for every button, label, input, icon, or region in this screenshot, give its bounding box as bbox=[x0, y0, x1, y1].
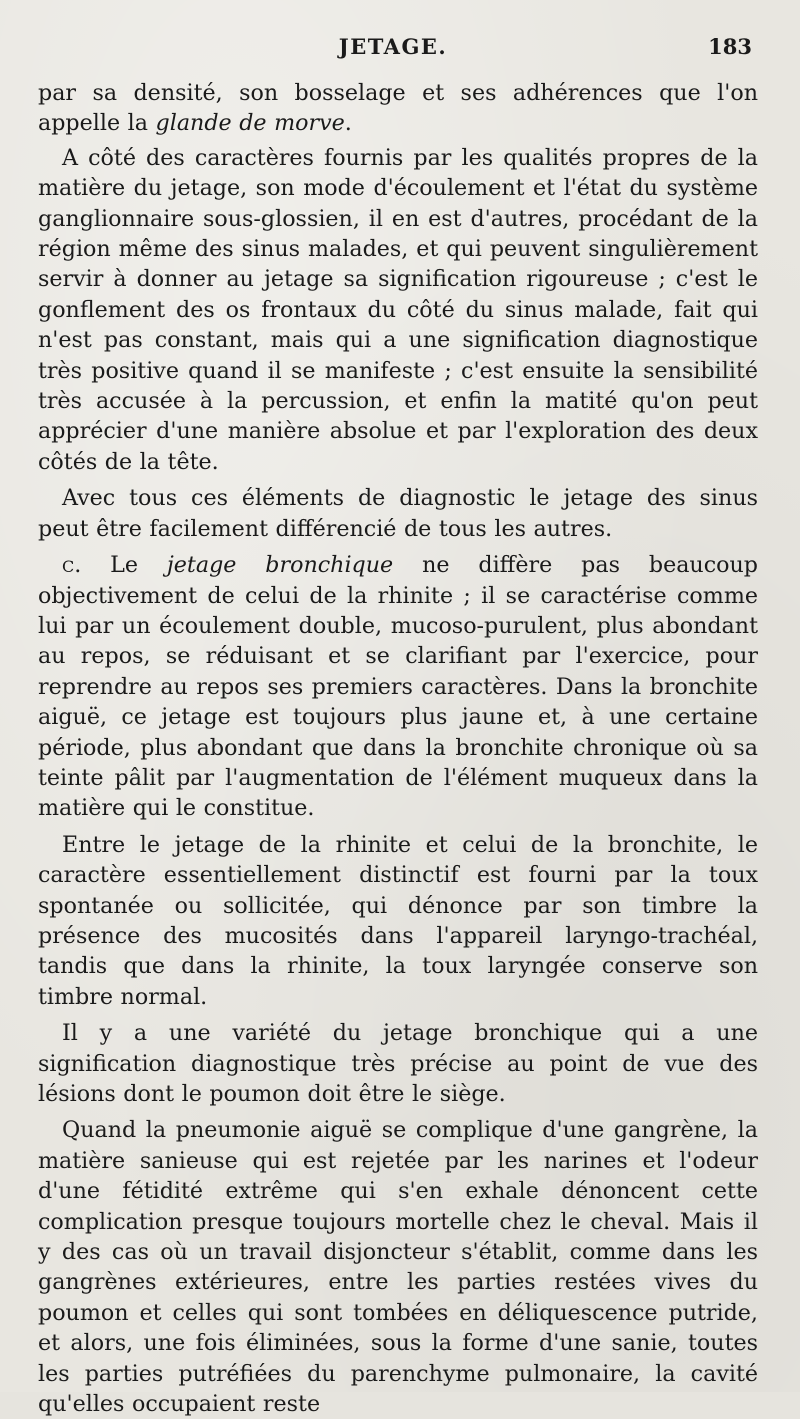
paragraph-6 bbox=[38, 1018, 758, 1109]
paragraph-1 bbox=[38, 78, 758, 139]
running-title: JETAGE. bbox=[338, 34, 448, 59]
paragraph-1-italic: glande de morve bbox=[155, 110, 345, 137]
paragraph-5 bbox=[38, 830, 758, 1012]
paragraph-7-text: Quand la pneumonie aiguë se complique d'une gangrène, la matière sanieuse qui est rejetée par les narines et l'odeur d'une fétidité extrême qui s'en exhale dénoncent cette complication presque toujours mortelle chez le cheval. Mais il y des cas où un travail disjoncteur s'établit, comme dans les gangrènes extérieures, entre les parties restées vives du poumon et celles qui sont tombées en déliquescence putride, et alors, une fois éliminées, sous la forme d'une sanie, toutes les parties putréfiées du parenchyme pulmonaire, la cavité qu'elles occupaient reste bbox=[38, 1117, 758, 1418]
paragraph-1-text: par sa densité, son bosselage et ses adhérences que l'on appelle la bbox=[38, 80, 758, 137]
paragraph-3 bbox=[38, 483, 758, 544]
paragraph-4-lead: c. bbox=[62, 552, 82, 579]
paragraph-4-italic: jetage bronchique bbox=[166, 552, 394, 579]
paragraph-2 bbox=[38, 143, 758, 477]
paragraph-3-text: Avec tous ces éléments de diagnostic le jetage des sinus peut être facilement différencié de tous les autres. bbox=[38, 485, 758, 542]
paragraph-4-end: ne diffère pas beaucoup objectivement de celui de la rhinite ; il se caractérise comme lui par un écoulement double, mucoso-purulent, plus abondant au repos, se réduisant et se clarifiant par l'exercice, pour reprendre au repos ses premiers caractères. Dans la bronchite aiguë, ce jetage est toujours plus jaune et, à une certaine période, plus abondant que dans la bronchite chronique où sa teinte pâlit par l'augmentation de l'élément muqueux dans la matière qui le constitue. bbox=[38, 552, 758, 822]
paragraph-5-text: Entre le jetage de la rhinite et celui de la bronchite, le caractère essentiellement distinctif est fourni par la toux spontanée ou sollicitée, qui dénonce par son timbre la présence des mucosités dans l'appareil laryngo-trachéal, tandis que dans la rhinite, la toux laryngée conserve son timbre normal. bbox=[38, 831, 758, 1010]
paragraph-1-end: . bbox=[344, 110, 352, 137]
paragraph-6-text: Il y a une variété du jetage bronchique qui a une signification diagnostique très précise au point de vue des lésions dont le poumon doit être le siège. bbox=[38, 1020, 758, 1107]
body-text bbox=[38, 78, 758, 1419]
paragraph-4-text: Le bbox=[81, 552, 167, 579]
paragraph-2-text: A côté des caractères fournis par les qualités propres de la matière du jetage, son mode d'écoulement et l'état du système ganglionnaire sous-glossien, il en est d'autres, procédant de la région même des sinus malades, et qui peuvent singulièrement servir à donner au jetage sa signification rigoureuse ; c'est le gonflement des os frontaux du côté du sinus malade, fait qui n'est pas constant, mais qui a une signification diagnostique très positive quand il se manifeste ; c'est ensuite la sensibilité très accusée à la percussion, et enfin la matité qu'on peut apprécier d'une manière absolue et par l'exploration des deux côtés de la tête. bbox=[38, 144, 758, 475]
page-number: 183 bbox=[708, 34, 752, 59]
running-head bbox=[0, 34, 800, 60]
paragraph-4 bbox=[38, 550, 758, 824]
paragraph-7 bbox=[38, 1115, 758, 1419]
